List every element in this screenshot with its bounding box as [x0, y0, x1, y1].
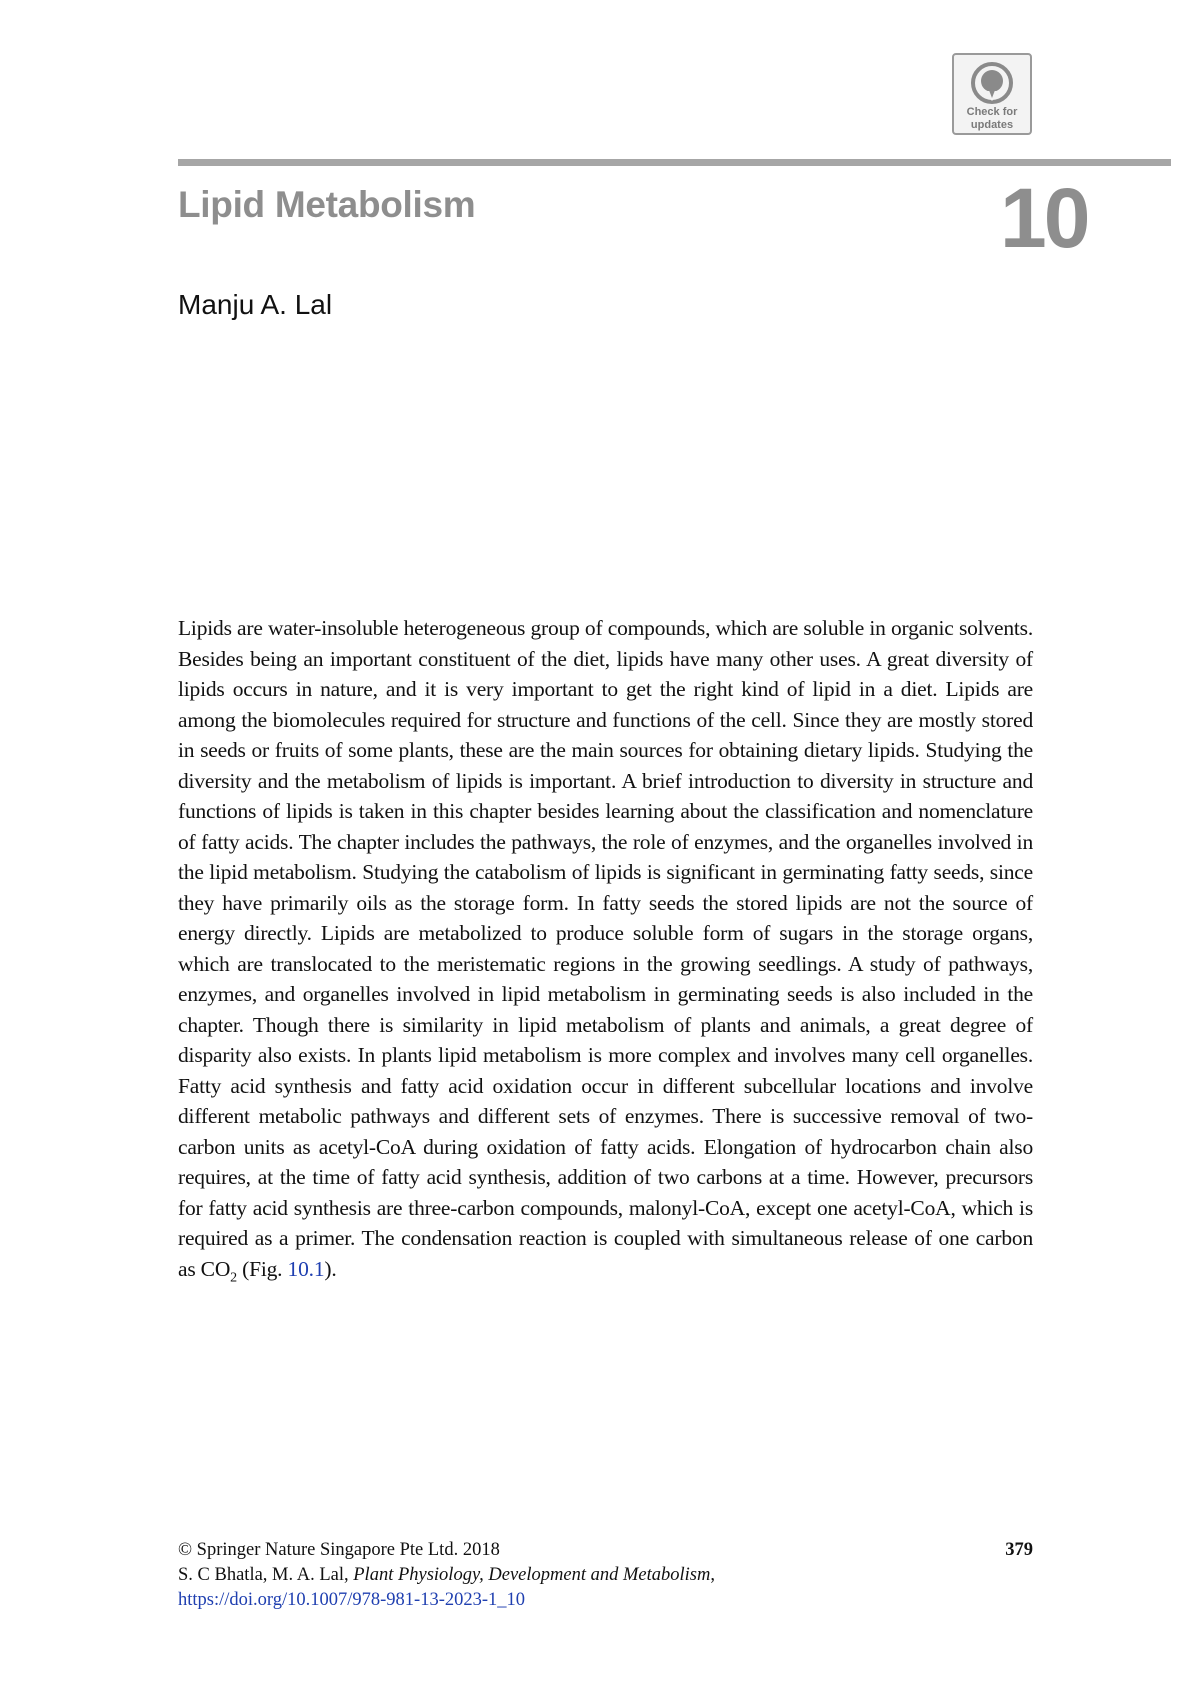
- citation-book-title: Plant Physiology, Development and Metabolism: [353, 1565, 711, 1585]
- co2-subscript: 2: [230, 1269, 237, 1285]
- copyright-line: © Springer Nature Singapore Pte Ltd. 2018: [178, 1540, 500, 1560]
- chapter-abstract: [178, 613, 1033, 1284]
- page-footer: [178, 1538, 1033, 1613]
- doi-link[interactable]: https://doi.org/10.1007/978-981-13-2023-1_10: [178, 1590, 526, 1610]
- page-number: 379: [1005, 1540, 1033, 1560]
- chapter-title: Lipid Metabolism: [178, 184, 476, 225]
- abstract-text-end: ).: [324, 1256, 337, 1281]
- author-name: Manju A. Lal: [178, 289, 333, 320]
- chapter-rule: [178, 159, 1171, 166]
- chapter-number: 10: [1000, 171, 1088, 265]
- citation-authors: S. C Bhatla, M. A. Lal,: [178, 1565, 354, 1585]
- abstract-text: Lipids are water-insoluble heterogeneous group of compounds, which are soluble in organic solvents. Besides being an important constituent of the diet, lipids have many other uses. A great diversity of lipids occurs in nature, and it is very important to get the right kind of lipid in a diet. Lipids are among the biomolecules required for structure and functions of the cell. Since they are mostly stored in seeds or fruits of some plants, these are the main sources for obtaining dietary lipids. Studying the diversity and the metabolism of lipids is important. A brief introduction to diversity in structure and functions of lipids is taken in this chapter besides learning about the classification and nomenclature of fatty acids. The chapter includes the pathways, the role of enzymes, and the organelles involved in the lipid metabolism. Studying the catabolism of lipids is significant in germinating fatty seeds, since they have primarily oils as the storage form. In fatty seeds the stored lipids are not the source of energy directly. Lipids are metabolized to produce soluble form of sugars in the storage organs, which are translocated to the meristematic regions in the growing seedlings. A study of pathways, enzymes, and organelles involved in lipid metabolism in germinating seeds is also included in the chapter. Though there is similarity in lipid metabolism of plants and animals, a great degree of disparity also exists. In plants lipid metabolism is more complex and involves many cell organelles. Fatty acid synthesis and fatty acid oxidation occur in different subcellular locations and involve different metabolic pathways and different sets of enzymes. There is successive removal of two-carbon units as acetyl-CoA during oxidation of fatty acids. Elongation of hydrocarbon chain also requires, at the time of fatty acid synthesis, addition of two carbons at a time. However, precursors for fatty acid synthesis are three-carbon compounds, malonyl-CoA, except one acetyl-CoA, which is required as a primer. The condensation reaction is coupled with simultaneous release of one carbon as CO: [178, 616, 1033, 1281]
- badge-label-line2: updates: [970, 119, 1014, 131]
- abstract-text-mid: (Fig.: [236, 1256, 288, 1281]
- citation-end: ,: [710, 1565, 715, 1585]
- citation-line: [178, 1563, 1033, 1588]
- check-for-updates-badge[interactable]: [952, 53, 1032, 135]
- check-for-updates-icon: [970, 61, 1014, 105]
- figure-link[interactable]: 10.1: [287, 1256, 325, 1281]
- badge-label-line1: Check for: [966, 106, 1018, 118]
